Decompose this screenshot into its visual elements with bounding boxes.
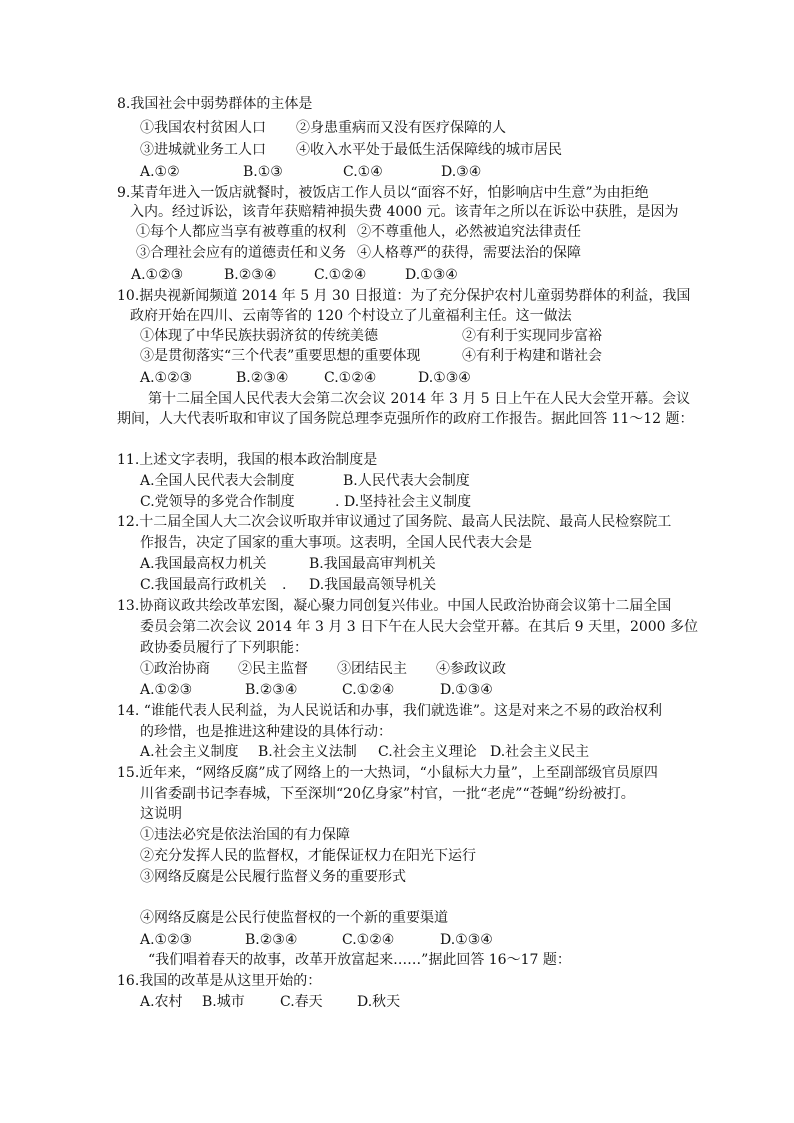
question-10-choice-a: A.①②③	[140, 370, 193, 386]
question-16-choice-a: A.农村	[140, 994, 183, 1010]
question-13-choice-c: C.①②④	[342, 682, 395, 698]
question-8-statement-3: ③进城就业务工人口	[140, 142, 266, 158]
intro-16-17: “我们唱着春天的故事，改革开放富起来……”据此回答 16～17 题：	[148, 952, 571, 968]
question-15-choice-a: A.①②③	[140, 932, 193, 948]
question-11-stray-mark: .	[335, 494, 340, 510]
question-15-statement-4: ④网络反腐是公民行使监督权的一个新的重要渠道	[140, 910, 448, 926]
question-13-statement-2: ②民主监督	[238, 661, 308, 677]
question-10-stem-line-2: 政府开始在四川、云南等省的 120 个村设立了儿童福利主任。这一做法	[130, 308, 572, 324]
question-12-choice-c: C.我国最高行政机关	[140, 577, 267, 593]
question-9-stem-line-1: 9.某青年进入一饭店就餐时，被饭店工作人员以“面容不好，怕影响店中生意”为由拒绝	[117, 185, 649, 201]
question-9-statement-3: ③合理社会应有的道德责任和义务	[136, 245, 346, 261]
question-12-choice-b: B.我国最高审判机关	[309, 556, 436, 572]
question-10-stem-line-1: 10.据央视新闻频道 2014 年 5 月 30 日报道：为了充分保护农村儿童弱势群体的利益，我国	[117, 288, 691, 304]
question-14-choice-b: B.社会主义法制	[258, 744, 357, 760]
question-9-choice-b: B.②③④	[224, 267, 277, 283]
question-8-statement-2: ②身患重病而又没有医疗保障的人	[296, 120, 506, 136]
question-12-choice-d: D.我国最高领导机关	[309, 577, 437, 593]
question-12-stem-line-2: 作报告，决定了国家的重大事项。这表明，全国人民代表大会是	[140, 535, 532, 551]
question-10-choice-b: B.②③④	[236, 370, 289, 386]
question-9-choice-c: C.①②④	[314, 267, 367, 283]
question-11-choice-a: A.全国人民代表大会制度	[140, 473, 295, 489]
question-10-statement-3: ③是贯彻落实“三个代表”重要思想的重要体现	[140, 348, 421, 364]
question-15-statement-3: ③网络反腐是公民履行监督义务的重要形式	[140, 869, 406, 885]
question-9-statement-2: ②不尊重他人，必然被追究法律责任	[357, 224, 581, 240]
question-8-stem: 8.我国社会中弱势群体的主体是	[117, 96, 313, 112]
question-14-stem-line-1: 14. “谁能代表人民利益，为人民说话和办事，我们就选谁”。这是对来之不易的政治权利	[117, 703, 663, 719]
question-15-stem-line-2: 川省委副书记李春城，下至深圳“20亿身家”村官，一批“老虎”“苍蝇”纷纷被打。	[140, 786, 635, 802]
question-13-statement-4: ④参政议政	[436, 661, 506, 677]
question-14-choice-a: A.社会主义制度	[140, 744, 239, 760]
question-13-statement-1: ①政治协商	[140, 661, 210, 677]
question-14-stem-line-2: 的珍惜，也是推进这种建设的具体行动：	[140, 724, 392, 740]
question-13-choice-a: A.①②③	[140, 682, 193, 698]
question-16-choice-b: B.城市	[202, 994, 245, 1010]
question-12-stray-mark: .	[282, 577, 287, 593]
question-11-choice-c: C.党领导的多党合作制度	[140, 494, 295, 510]
question-10-choice-d: D.①③④	[418, 370, 471, 386]
question-16-choice-c: C.春天	[280, 994, 323, 1010]
question-15-stem-line-1: 15.近年来，“网络反腐”成了网络上的一大热词，“小鼠标大力量”，上至副部级官员原四	[117, 765, 658, 781]
question-9-statement-1: ①每个人都应当享有被尊重的权利	[136, 224, 346, 240]
question-15-choice-b: B.②③④	[245, 932, 298, 948]
question-13-statement-3: ③团结民主	[337, 661, 407, 677]
question-16-choice-d: D.秋天	[357, 994, 401, 1010]
question-9-choice-d: D.①③④	[405, 267, 458, 283]
question-10-choice-c: C.①②④	[324, 370, 377, 386]
question-16-stem: 16.我国的改革是从这里开始的：	[117, 973, 322, 989]
question-8-choice-c: C.①④	[343, 164, 383, 180]
question-8-statement-1: ①我国农村贫困人口	[140, 120, 266, 136]
intro-11-12-line-1: 第十二届全国人民代表大会第二次会议 2014 年 3 月 5 日上午在人民大会堂开幕。会议	[148, 391, 691, 407]
intro-11-12-line-2: 期间，人大代表听取和审议了国务院总理李克强所作的政府工作报告。据此回答 11～12 题：	[117, 411, 694, 427]
question-11-choice-b: B.人民代表大会制度	[343, 473, 470, 489]
question-9-choice-a: A.①②③	[131, 267, 184, 283]
question-8-choice-d: D.③④	[441, 164, 482, 180]
question-9-stem-line-2: 入内。经过诉讼，该青年获赔精神损失费 4000 元。该青年之所以在诉讼中获胜，是因为	[130, 204, 679, 220]
question-8-choice-b: B.①③	[243, 164, 283, 180]
question-13-choice-b: B.②③④	[245, 682, 298, 698]
question-13-stem-line-3: 政协委员履行了下列职能：	[140, 640, 308, 656]
question-9-statement-4: ④人格尊严的获得，需要法治的保障	[357, 245, 581, 261]
question-13-stem-line-2: 委员会第二次会议 2014 年 3 月 3 日下午在人民大会堂开幕。在其后 9 天里，2000 多位	[140, 619, 699, 635]
question-14-choice-d: D.社会主义民主	[490, 744, 590, 760]
question-11-choice-d: D.坚持社会主义制度	[344, 494, 472, 510]
question-10-statement-1: ①体现了中华民族扶弱济贫的传统美德	[140, 328, 378, 344]
question-10-statement-4: ④有利于构建和谐社会	[462, 348, 602, 364]
question-15-choice-c: C.①②④	[342, 932, 395, 948]
question-10-statement-2: ②有利于实现同步富裕	[462, 328, 602, 344]
question-15-statement-2: ②充分发挥人民的监督权，才能保证权力在阳光下运行	[140, 848, 476, 864]
question-15-choice-d: D.①③④	[440, 932, 493, 948]
question-12-stem-line-1: 12.十二届全国人大二次会议听取并审议通过了国务院、最高人民法院、最高人民检察院工	[117, 514, 672, 530]
question-15-stem-line-3: 这说明	[140, 806, 182, 822]
question-12-choice-a: A.我国最高权力机关	[140, 556, 267, 572]
question-11-stem: 11.上述文字表明，我国的根本政治制度是	[117, 452, 378, 468]
question-13-choice-d: D.①③④	[440, 682, 493, 698]
question-8-statement-4: ④收入水平处于最低生活保障线的城市居民	[296, 142, 562, 158]
question-13-stem-line-1: 13.协商议政共绘改革宏图，凝心聚力同创复兴伟业。中国人民政治协商会议第十二届全国	[117, 598, 672, 614]
question-14-choice-c: C.社会主义理论	[378, 744, 477, 760]
question-8-choice-a: A.①②	[140, 164, 180, 180]
question-15-statement-1: ①违法必究是依法治国的有力保障	[140, 827, 350, 843]
